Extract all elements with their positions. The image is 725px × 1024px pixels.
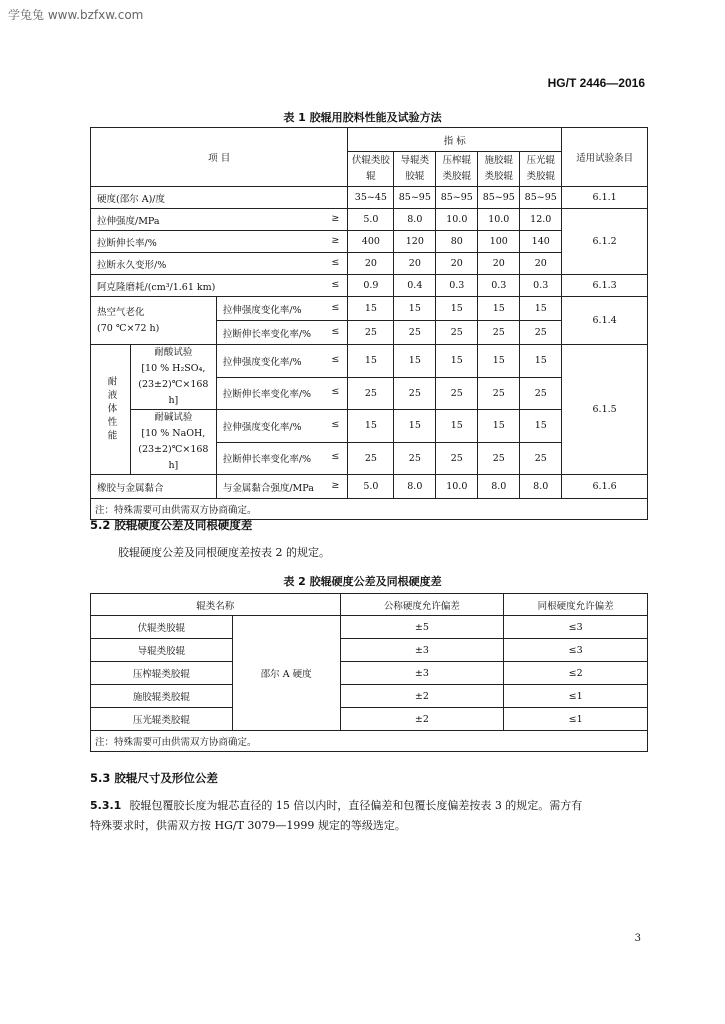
table-row: 橡胶与金属黏合 与金属黏合强度/MPa ≥ 5.0 8.0 10.0 8.0 8.0 6.1.6 bbox=[91, 475, 648, 499]
table-row: 拉断伸长率变化率/% ≤ 25 25 25 25 25 bbox=[91, 442, 648, 475]
table1-caption: 表 1 胶辊用胶料性能及试验方法 bbox=[283, 111, 442, 124]
table-row: 拉断伸长率/% ≥ 400 120 80 100 140 bbox=[91, 231, 648, 253]
table-row: 拉断永久变形/% ≤ 20 20 20 20 20 bbox=[91, 253, 648, 275]
table-row: 施胶辊类胶辊 ±2 ≤1 bbox=[91, 685, 648, 708]
liquid-group: 耐液体性能 bbox=[91, 345, 131, 475]
t1-col: 导辊类胶辊 bbox=[394, 152, 436, 187]
table-row: 压光辊类胶辊 ±2 ≤1 bbox=[91, 708, 648, 731]
standard-number: HG/T 2446—2016 bbox=[547, 76, 645, 90]
t1-col: 施胶辊类胶辊 bbox=[478, 152, 520, 187]
t1-col: 压榨辊类胶辊 bbox=[436, 152, 478, 187]
section-5-3-1-text: 5.3.1 胶辊包覆胶长度为辊芯直径的 15 倍以内时，直径偏差和包覆长度偏差按表 3 的规定。需方有 特殊要求时，供需双方按 HG/T 3079—1999 规定的等级选定。 bbox=[90, 799, 583, 832]
section-5-3-heading: 5.3 胶辊尺寸及形位公差 bbox=[90, 771, 218, 785]
t1-head-indicator: 指 标 bbox=[348, 128, 562, 152]
table-note: 注：特殊需要可由供需双方协商确定。 bbox=[91, 731, 648, 752]
t1-col: 压光辊类胶辊 bbox=[520, 152, 562, 187]
t1-head-item: 项 目 bbox=[91, 128, 348, 187]
clause-number: 5.3.1 bbox=[90, 799, 122, 812]
table-row: 热空气老化 (70 ℃×72 h) 拉伸强度变化率/% ≤ 15 15 15 15 15 6.1.4 bbox=[91, 297, 648, 321]
t2-head-name: 辊类名称 bbox=[91, 594, 341, 616]
table-row: 耐液体性能 耐酸试验 [10 % H₂SO₄, (23±2)℃×168 h] 拉伸强度变化率/% ≤ 15 15 15 15 15 6.1.5 bbox=[91, 345, 648, 378]
t2-head-tol: 公称硬度允许偏差 bbox=[340, 594, 504, 616]
table-row: 阿克隆磨耗/(cm³/1.61 km) ≤ 0.9 0.4 0.3 0.3 0.3 6.1.3 bbox=[91, 275, 648, 297]
table-row: 压榨辊类胶辊 ±3 ≤2 bbox=[91, 662, 648, 685]
t1-col: 伏辊类胶辊 bbox=[348, 152, 394, 187]
table-note: 注：特殊需要可由供需双方协商确定。 bbox=[91, 499, 648, 520]
table-row: 导辊类胶辊 ±3 ≤3 bbox=[91, 639, 648, 662]
table-row: 拉伸强度/MPa ≥ 5.0 8.0 10.0 10.0 12.0 6.1.2 bbox=[91, 209, 648, 231]
t2-unit: 邵尔 A 硬度 bbox=[232, 616, 340, 731]
table-row: 硬度(邵尔 A)/度 35~45 85~95 85~95 85~95 85~95 6.1.1 bbox=[91, 187, 648, 209]
table1 bbox=[90, 127, 648, 520]
watermark: 学兔兔 www.bzfxw.com bbox=[8, 8, 144, 22]
t2-head-diff: 同根硬度允许偏差 bbox=[504, 594, 648, 616]
table-row: 耐碱试验 [10 % NaOH, (23±2)℃×168 h] 拉伸强度变化率/% ≤ 15 15 15 15 15 bbox=[91, 410, 648, 443]
table2-caption: 表 2 胶辊硬度公差及同根硬度差 bbox=[283, 575, 442, 588]
section-5-2-text: 胶辊硬度公差及同根硬度差按表 2 的规定。 bbox=[118, 546, 330, 559]
page-number: 3 bbox=[634, 933, 641, 944]
table2 bbox=[90, 593, 648, 752]
table-row: 伏辊类胶辊 邵尔 A 硬度 ±5 ≤3 bbox=[91, 616, 648, 639]
t1-head-method: 适用试验条目 bbox=[562, 128, 648, 187]
section-5-2-heading: 5.2 胶辊硬度公差及同根硬度差 bbox=[90, 518, 253, 532]
table-row: 拉断伸长率变化率/% ≤ 25 25 25 25 25 bbox=[91, 321, 648, 345]
table-row: 拉断伸长率变化率/% ≤ 25 25 25 25 25 bbox=[91, 377, 648, 410]
